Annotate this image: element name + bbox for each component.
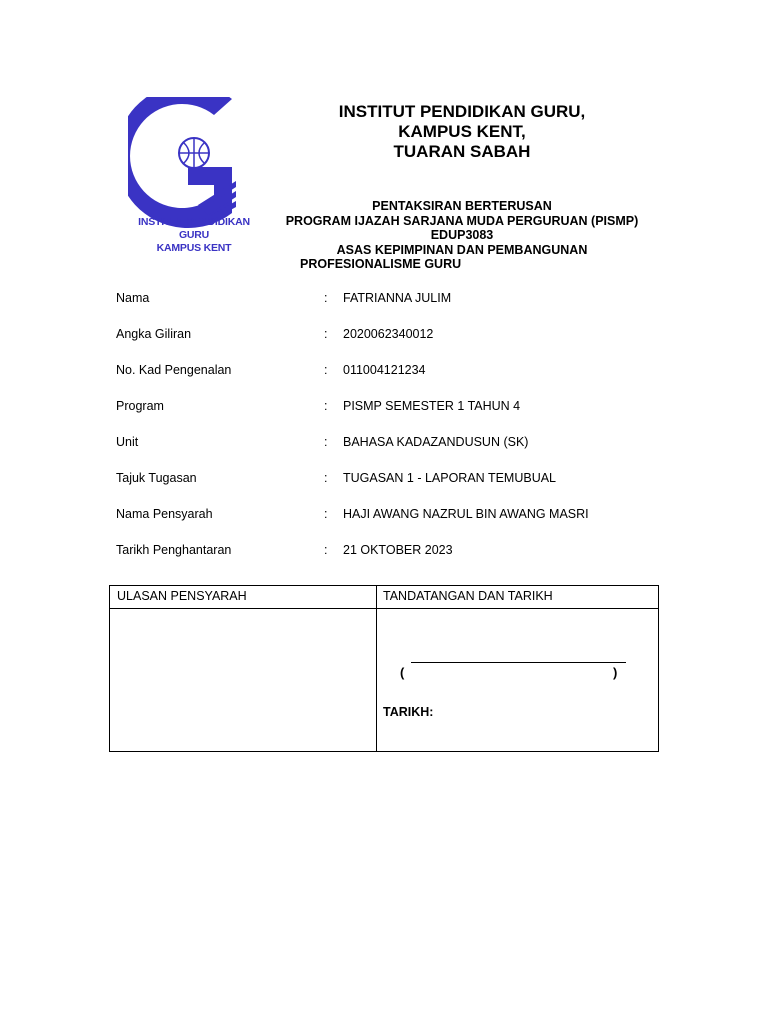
lecturer-comments-header: ULASAN PENSYARAH (117, 589, 247, 603)
table-divider-vertical (376, 586, 377, 751)
detail-colon: : (324, 327, 328, 341)
detail-colon: : (324, 435, 328, 449)
detail-value: FATRIANNA JULIM (343, 291, 452, 305)
detail-label: Program (116, 399, 164, 413)
institution-heading (300, 102, 624, 162)
detail-value: 21 OKTOBER 2023 (343, 543, 453, 557)
detail-colon: : (324, 471, 328, 485)
svg-text:iPG: iPG (134, 147, 167, 168)
detail-row (116, 469, 676, 505)
signature-paren-open: ( (400, 665, 405, 680)
institution-line2: KAMPUS KENT, (398, 122, 526, 141)
date-label: TARIKH: (383, 705, 434, 719)
logo-caption-line2: KAMPUS KENT (156, 242, 232, 254)
student-details (116, 289, 676, 577)
course-line3: EDUP3083 (430, 228, 494, 242)
detail-label: Tajuk Tugasan (116, 471, 197, 485)
detail-value: 011004121234 (343, 363, 426, 377)
detail-colon: : (324, 291, 328, 305)
table-divider-horizontal (110, 608, 658, 609)
detail-colon: : (324, 399, 328, 413)
detail-label: Nama Pensyarah (116, 507, 213, 521)
detail-value: HAJI AWANG NAZRUL BIN AWANG MASRI (343, 507, 589, 521)
detail-row (116, 325, 676, 361)
detail-label: Tarikh Penghantaran (116, 543, 232, 557)
detail-row (116, 505, 676, 541)
detail-value: TUGASAN 1 - LAPORAN TEMUBUAL (343, 471, 557, 485)
detail-label: No. Kad Pengenalan (116, 363, 232, 377)
detail-label: Nama (116, 291, 150, 305)
signature-line (411, 662, 626, 663)
course-line1: PENTAKSIRAN BERTERUSAN (372, 199, 552, 213)
detail-colon: : (324, 507, 328, 521)
logo-caption (124, 216, 264, 255)
review-table (109, 585, 659, 752)
signature-paren-close: ) (613, 665, 618, 680)
detail-value: PISMP SEMESTER 1 TAHUN 4 (343, 399, 521, 413)
signature-date-header: TANDATANGAN DAN TARIKH (383, 589, 553, 603)
detail-row (116, 361, 676, 397)
detail-colon: : (324, 363, 328, 377)
detail-row (116, 397, 676, 433)
detail-label: Unit (116, 435, 139, 449)
institution-line3: TUARAN SABAH (393, 142, 531, 161)
detail-row (116, 289, 676, 325)
institution-line1: INSTITUT PENDIDIKAN GURU, (338, 102, 586, 121)
course-line2: PROGRAM IJAZAH SARJANA MUDA PERGURUAN (PISMP) (285, 213, 639, 228)
detail-label: Angka Giliran (116, 327, 192, 341)
detail-row (116, 433, 676, 469)
course-line5: PROFESIONALISME GURU (300, 257, 462, 271)
course-heading (262, 199, 662, 272)
detail-colon: : (324, 543, 328, 557)
logo-caption-line1: INSTITUT PENDIDIKAN GURU (138, 216, 250, 241)
detail-row (116, 541, 676, 577)
course-line4: ASAS KEPIMPINAN DAN PEMBANGUNAN (336, 242, 588, 257)
detail-value: BAHASA KADAZANDUSUN (SK) (343, 435, 529, 449)
detail-value: 2020062340012 (343, 327, 434, 341)
